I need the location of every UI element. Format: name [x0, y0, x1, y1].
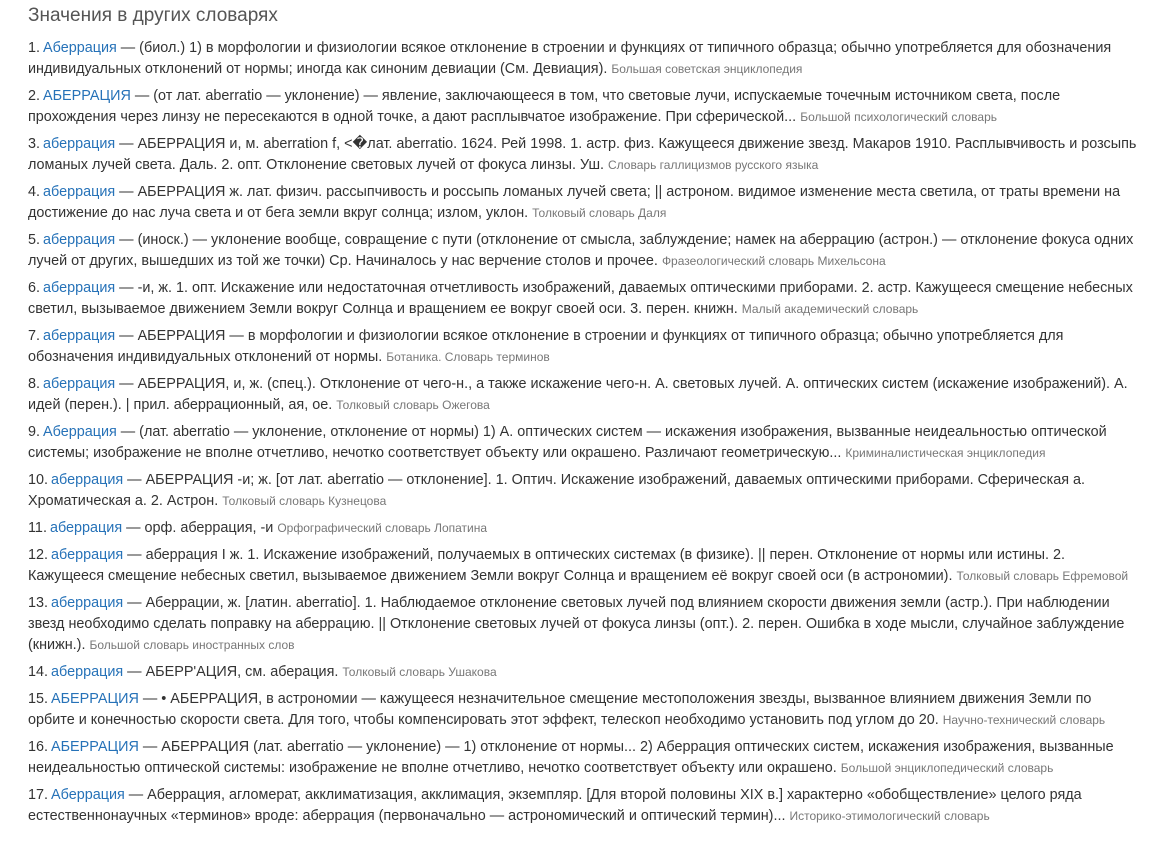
entry-term-link[interactable]: аберрация	[43, 328, 116, 344]
entry-number: 5.	[28, 232, 41, 248]
entry-term-link[interactable]: аберрация	[51, 472, 124, 488]
dictionary-entry	[28, 134, 1142, 176]
entry-number: 3.	[28, 136, 41, 152]
entry-source: Толковый словарь Даля	[532, 206, 667, 220]
dictionary-entry	[28, 326, 1142, 368]
entry-number: 4.	[28, 184, 41, 200]
dictionary-entry	[28, 230, 1142, 272]
entry-source: Словарь галлицизмов русского языка	[608, 158, 819, 172]
entry-definition: — аберрация I ж. 1. Искажение изображений, получаемых в оптических системах (в физике). || перен. Отклонение от нормы или истины. 2. Кажущееся смещение небесных светил, вызываемое движением Земли вокруг Солнца и вращением её вокруг своей оси (в астрономии).	[28, 547, 1066, 584]
entry-source: Историко-этимологический словарь	[789, 809, 990, 823]
dictionary-entry	[28, 182, 1142, 224]
entry-definition: — АБЕРРАЦИЯ (лат. aberratio — уклонение) — 1) отклонение от нормы... 2) Аберрация оптических систем, искажения изображения, вызванные неидеальностью оптической системы: изображение не вполне отчетливо, нечотко соответствует объекту или окрашено.	[28, 739, 1114, 776]
dictionary-entries-list	[28, 38, 1142, 827]
entry-definition: — АБЕРР'АЦИЯ, см. аберация.	[123, 664, 343, 680]
entry-number: 9.	[28, 424, 41, 440]
entry-term-link[interactable]: аберрация	[43, 280, 116, 296]
dictionary-entry	[28, 518, 1142, 539]
entry-term-link[interactable]: аберрация	[51, 664, 124, 680]
entry-definition: — (от лат. aberratio — уклонение) — явление, заключающееся в том, что световые лучи, испускаемые точечным источником света, после прохождения через линзу не пересекаются в одной точке, а дают расплывчатое изображение. При сферической...	[28, 88, 1061, 125]
dictionary-entry	[28, 593, 1142, 656]
entry-term-link[interactable]: аберрация	[43, 232, 116, 248]
entry-definition: — (биол.) 1) в морфологии и физиологии всякое отклонение в строении и функциях от типичного образца; обычно употребляется для обозначения индивидуальных отклонений от нормы; иногда как синоним девиации (См. Девиация).	[28, 40, 1112, 77]
entry-term-link[interactable]: АБЕРРАЦИЯ	[51, 691, 139, 707]
entry-definition: — Аберрации, ж. [латин. aberratio]. 1. Наблюдаемое отклонение световых лучей под влиянием скорости движения земли (астр.). При наблюдении звезд необходимо сделать поправку на аберрацию. || Отклонение световых лучей от фокуса линзы (опт.). 2. перен. Ошибка в ходе мысли, случайное заблуждение (книжн.).	[28, 595, 1125, 653]
entry-definition: — АБЕРРАЦИЯ ж. лат. физич. рассыпчивость и россыпь ломаных лучей света; || астроном. видимое изменение места светила, от траты времени на достижение до нас луча света и от бега земли вкруг солнца; излом, уклон.	[28, 184, 1121, 221]
entry-number: 10.	[28, 472, 49, 488]
entry-number: 16.	[28, 739, 49, 755]
dictionary-entry	[28, 689, 1142, 731]
entry-source: Ботаника. Словарь терминов	[386, 350, 550, 364]
entry-term-link[interactable]: АБЕРРАЦИЯ	[43, 88, 131, 104]
dictionary-entry	[28, 374, 1142, 416]
entry-source: Толковый словарь Кузнецова	[222, 494, 387, 508]
entry-source: Большой психологический словарь	[800, 110, 997, 124]
entry-term-link[interactable]: Аберрация	[43, 424, 117, 440]
entry-number: 1.	[28, 40, 41, 56]
dictionary-entry	[28, 785, 1142, 827]
entry-term-link[interactable]: аберрация	[43, 136, 116, 152]
entry-source: Орфографический словарь Лопатина	[277, 521, 488, 535]
entry-source: Большой словарь иностранных слов	[89, 638, 295, 652]
entry-source: Толковый словарь Ефремовой	[956, 569, 1129, 583]
entry-definition: — АБЕРРАЦИЯ и, м. aberration f, <�лат. aberratio. 1624. Рей 1998. 1. астр. физ. Кажущееся движение звезд. Макаров 1910. Расплывчивость и розсыпь ломаных лучей света. Даль. 2. опт. Отклонение световых лучей от фокуса линзы. Уш.	[28, 136, 1137, 173]
dictionary-entry	[28, 737, 1142, 779]
entry-term-link[interactable]: аберрация	[49, 520, 123, 536]
entry-number: 11.	[28, 520, 47, 536]
entry-term-link[interactable]: аберрация	[43, 376, 116, 392]
entry-number: 15.	[28, 691, 49, 707]
entry-definition: — АБЕРРАЦИЯ -и; ж. [от лат. aberratio — отклонение]. 1. Оптич. Искажение изображений, даваемых оптическими приборами. Сферическая а. Хроматическая а. 2. Астрон.	[28, 472, 1086, 509]
entry-term-link[interactable]: Аберрация	[43, 40, 117, 56]
entry-source: Криминалистическая энциклопедия	[845, 446, 1046, 460]
entry-number: 17.	[28, 787, 49, 803]
entry-number: 6.	[28, 280, 41, 296]
section-title: Значения в других словарях	[28, 5, 278, 26]
entry-source: Большая советская энциклопедия	[611, 62, 803, 76]
dictionary-entry	[28, 422, 1142, 464]
dictionary-entry	[28, 545, 1142, 587]
dictionary-entry	[28, 470, 1142, 512]
dictionary-entry	[28, 662, 1142, 683]
entry-number: 12.	[28, 547, 49, 563]
entry-number: 7.	[28, 328, 41, 344]
entry-source: Большой энциклопедический словарь	[840, 761, 1054, 775]
entry-number: 8.	[28, 376, 41, 392]
entry-source: Научно-технический словарь	[942, 713, 1106, 727]
entry-definition: — Аберрация, агломерат, акклиматизация, акклимация, экземпляр. [Для второй половины XIX в.] характерно «обобществление» целого ряда естественнонаучных «терминов» вроде: аберрация (первоначально — астрономический и оптический термин)...	[28, 787, 1082, 824]
entry-source: Малый академический словарь	[741, 302, 919, 316]
entry-number: 13.	[28, 595, 49, 611]
entry-number: 2.	[28, 88, 41, 104]
entry-source: Фразеологический словарь Михельсона	[661, 254, 886, 268]
entry-term-link[interactable]: Аберрация	[51, 787, 125, 803]
entry-term-link[interactable]: аберрация	[43, 184, 116, 200]
dictionary-entry	[28, 86, 1142, 128]
entry-term-link[interactable]: аберрация	[51, 547, 124, 563]
dictionary-entry	[28, 38, 1142, 80]
entry-term-link[interactable]: аберрация	[51, 595, 124, 611]
entry-definition: — (лат. aberratio — уклонение, отклонение от нормы) 1) А. оптических систем — искажения изображения, вызванные неидеальностью оптической системы; изображение не вполне отчетливо, нечотко соответствует объекту или окрашено. Различают геометрическую...	[28, 424, 1107, 461]
entry-definition: — орф. аберрация, -и	[122, 520, 278, 536]
entry-definition: — (иноск.) — уклонение вообще, совращение с пути (отклонение от смысла, заблуждение; намек на аберрацию (астрон.) — отклонение фокуса одних лучей от других, вышедших из той же точки) Ср. Начиналось у нас верчение столов и прочее.	[28, 232, 1134, 269]
entry-definition: — АБЕРРАЦИЯ — в морфологии и физиологии всякое отклонение в строении и функциях от типичного образца; обычно употребляется для обозначения индивидуальных отклонений от нормы.	[28, 328, 1064, 365]
entry-definition: — -и, ж. 1. опт. Искажение или недостаточная отчетливость изображений, даваемых оптическими приборами. 2. астр. Кажущееся смещение небесных светил, вызываемое движением Земли вокруг Солнца и вращением ее вокруг своей оси. 3. перен. книжн.	[28, 280, 1133, 317]
entry-number: 14.	[28, 664, 49, 680]
entry-definition: — АБЕРРАЦИЯ, и, ж. (спец.). Отклонение от чего-н., а также искажение чего-н. А. световых лучей. А. оптических систем (искажение изображений). А. идей (перен.). | прил. аберрационный, ая, ое.	[28, 376, 1128, 413]
dictionary-entry	[28, 278, 1142, 320]
entry-term-link[interactable]: АБЕРРАЦИЯ	[51, 739, 139, 755]
entry-source: Толковый словарь Ушакова	[342, 665, 497, 679]
entry-definition: — • АБЕРРАЦИЯ, в астрономии — кажущееся незначительное смещение местоположения звезды, вызванное влиянием движения Земли по орбите и конечностью скорости света. Для того, чтобы компенсировать этот эффект, телескоп необходимо установить под углом до 20.	[28, 691, 1092, 728]
entry-source: Толковый словарь Ожегова	[336, 398, 490, 412]
